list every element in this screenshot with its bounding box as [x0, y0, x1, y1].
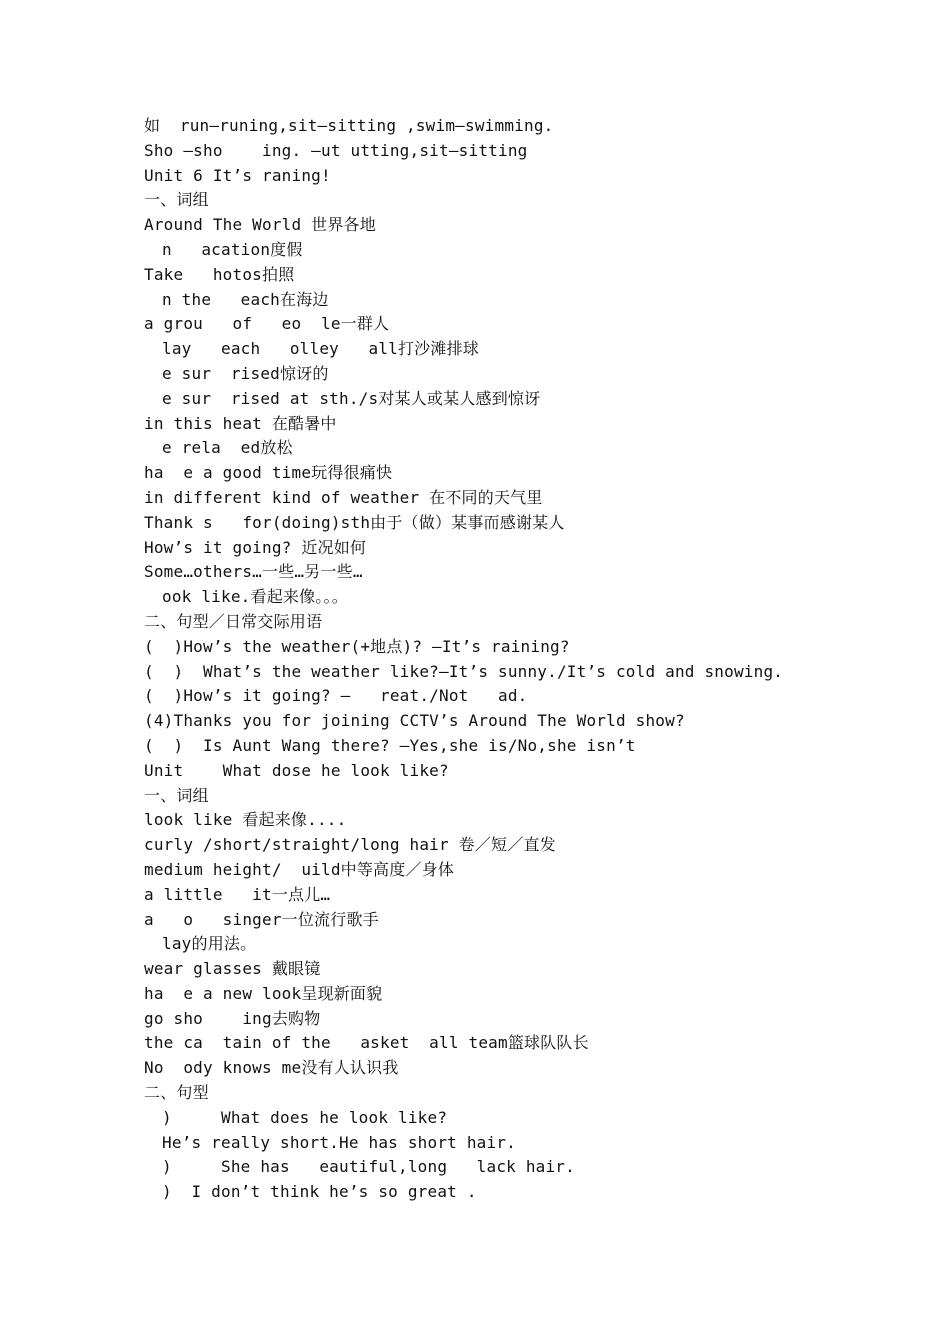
text-line: e sur rised惊讶的 — [162, 363, 329, 383]
text-line: Sho —sho ing. —ut utting,sit—sitting — [144, 140, 528, 160]
text-line: 二、句型／日常交际用语 — [144, 611, 323, 631]
text-line: ) I don’t think he’s so great . — [162, 1182, 477, 1202]
text-line: in this heat 在酷暑中 — [144, 413, 337, 433]
text-line: ( )How’s it going? – reat./Not ad. — [144, 686, 528, 706]
text-line: 二、句型 — [144, 1083, 209, 1103]
text-line: medium height/ uild中等高度／身体 — [144, 859, 455, 879]
text-line: wear glasses 戴眼镜 — [144, 959, 321, 979]
text-line: n the each在海边 — [162, 289, 329, 309]
text-line: Take hotos拍照 — [144, 264, 295, 284]
text-line: go sho ing去购物 — [144, 1008, 321, 1028]
text-line: lay each olley all打沙滩排球 — [162, 339, 479, 359]
text-line: ( ) What’s the weather like?—It’s sunny./It’s cold and snowing. — [144, 661, 784, 681]
text-line: ) She has eautiful,long lack hair. — [162, 1157, 575, 1177]
text-line: ha e a good time玩得很痛快 — [144, 463, 393, 483]
text-line: look like 看起来像.... — [144, 810, 347, 830]
text-line: Some…others…一些…另一些… — [144, 562, 363, 582]
text-line: No ody knows me没有人认识我 — [144, 1058, 399, 1078]
text-line: e rela ed放松 — [162, 438, 293, 458]
text-line: ( )How’s the weather(+地点)? –It’s raining? — [144, 636, 570, 656]
text-line: Unit What dose he look like? — [144, 760, 449, 780]
text-line: a o singer一位流行歌手 — [144, 909, 379, 929]
text-line: ook like.看起来像。。。 — [162, 587, 348, 607]
text-line: Thank s for(doing)sth由于（做）某事而感谢某人 — [144, 512, 565, 532]
text-line: the ca tain of the asket all team篮球队队长 — [144, 1033, 589, 1053]
text-line: in different kind of weather 在不同的天气里 — [144, 487, 543, 507]
text-line: How’s it going? 近况如何 — [144, 537, 367, 557]
text-line: ( ) Is Aunt Wang there? –Yes,she is/No,she isn’t — [144, 735, 636, 755]
text-line: ha e a new look呈现新面貌 — [144, 983, 383, 1003]
text-line: 一、词组 — [144, 785, 209, 805]
text-line: 如 run—runing,sit—sitting ,swim—swimming. — [144, 116, 554, 135]
text-line: ) What does he look like? — [162, 1107, 448, 1127]
text-line: curly /short/straight/long hair 卷／短／直发 — [144, 835, 556, 855]
text-line: a little it一点儿… — [144, 884, 331, 904]
text-line: He’s really short.He has short hair. — [162, 1132, 516, 1152]
text-line: Unit 6 It’s raning! — [144, 165, 331, 185]
text-line: Around The World 世界各地 — [144, 215, 376, 235]
document-page — [144, 114, 924, 1205]
text-line: 一、词组 — [144, 190, 209, 210]
text-line: (4)Thanks you for joining CCTV’s Around The World show? — [144, 711, 685, 731]
text-line: lay的用法。 — [162, 934, 257, 954]
text-line: a grou of eo le一群人 — [144, 314, 390, 334]
text-line: e sur rised at sth./s对某人或某人感到惊讶 — [162, 388, 541, 408]
text-line: n acation度假 — [162, 239, 303, 259]
